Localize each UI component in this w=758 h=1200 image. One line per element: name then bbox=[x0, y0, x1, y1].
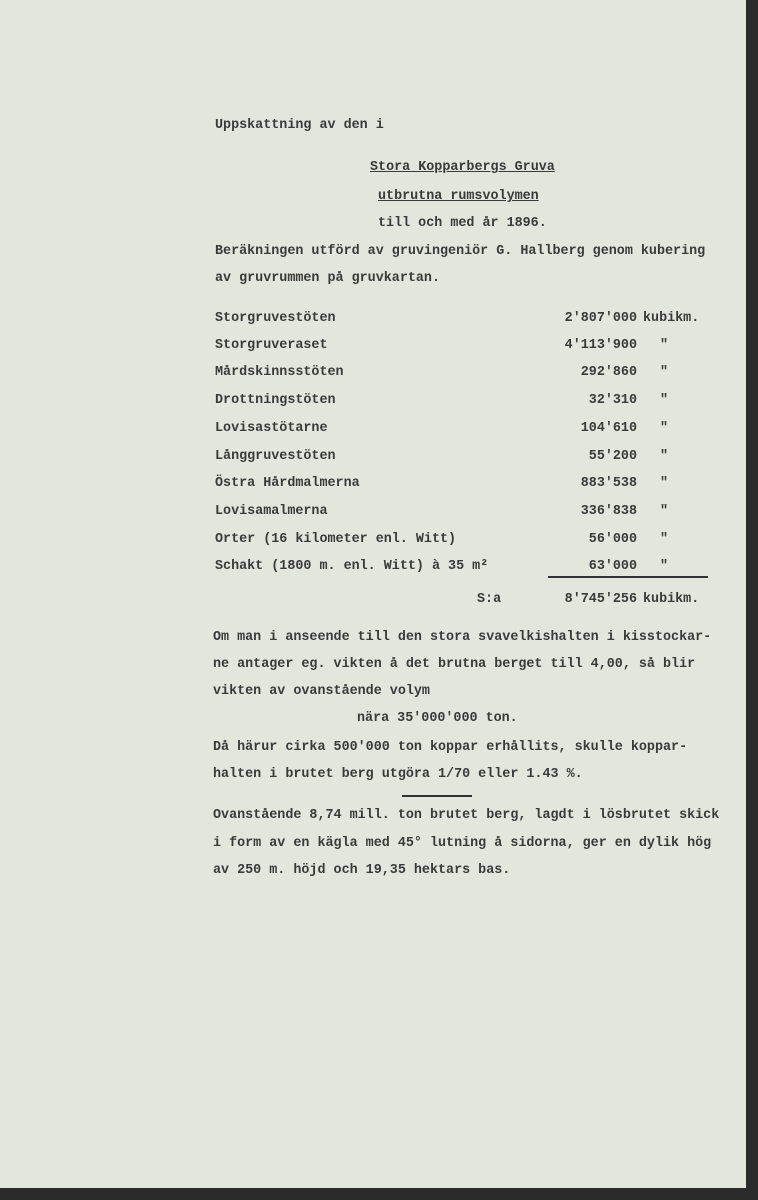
paragraph-line: halten i brutet berg utgöra 1/70 eller 1.43 %. bbox=[213, 767, 583, 782]
paragraph-line: ne antager eg. vikten å det brutna berget till 4,00, så blir bbox=[213, 657, 696, 672]
row-value: 55'200 bbox=[588, 449, 637, 464]
intro-line: av gruvrummen på gruvkartan. bbox=[215, 271, 440, 286]
row-unit: " bbox=[660, 365, 669, 380]
total-unit: kubikm. bbox=[643, 592, 700, 607]
row-value: 883'538 bbox=[580, 476, 637, 491]
row-unit: " bbox=[660, 532, 669, 547]
intro-line: Beräkningen utförd av gruvingeniör G. Hallberg genom kubering bbox=[215, 244, 706, 259]
row-name: Orter (16 kilometer enl. Witt) bbox=[215, 532, 457, 547]
row-unit: " bbox=[660, 393, 669, 408]
paragraph-line: vikten av ovanstående volym bbox=[213, 684, 430, 699]
row-unit: " bbox=[660, 449, 669, 464]
title-line-2: utbrutna rumsvolymen bbox=[378, 189, 539, 204]
paragraph-line: av 250 m. höjd och 19,35 hektars bas. bbox=[213, 863, 511, 878]
row-unit: " bbox=[660, 504, 669, 519]
paragraph-line: Ovanstående 8,74 mill. ton brutet berg, lagdt i lösbrutet skick bbox=[213, 808, 720, 823]
row-unit: " bbox=[660, 559, 669, 574]
row-value: 292'860 bbox=[580, 365, 637, 380]
separator-rule bbox=[402, 795, 472, 797]
row-value: 32'310 bbox=[588, 393, 637, 408]
paragraph-center: nära 35'000'000 ton. bbox=[357, 711, 518, 726]
row-unit: " bbox=[660, 338, 669, 353]
sum-rule bbox=[548, 576, 708, 578]
row-unit: kubikm. bbox=[643, 311, 700, 326]
row-name: Storgruveraset bbox=[215, 338, 328, 353]
row-name: Schakt (1800 m. enl. Witt) à 35 m² bbox=[215, 559, 489, 574]
row-value: 104'610 bbox=[580, 421, 637, 436]
paragraph-line: Då härur cirka 500'000 ton koppar erhållits, skulle koppar- bbox=[213, 740, 688, 755]
paragraph-line: Om man i anseende till den stora svavelkishalten i kisstockar- bbox=[213, 630, 712, 645]
row-name: Östra Hårdmalmerna bbox=[215, 476, 360, 491]
total-value: 8'745'256 bbox=[564, 592, 637, 607]
title-line-1: Stora Kopparbergs Gruva bbox=[370, 160, 555, 175]
row-name: Drottningstöten bbox=[215, 393, 336, 408]
row-value: 4'113'900 bbox=[564, 338, 637, 353]
row-name: Lovisastötarne bbox=[215, 421, 328, 436]
heading: Uppskattning av den i bbox=[215, 118, 384, 133]
row-name: Mårdskinnsstöten bbox=[215, 365, 344, 380]
row-name: Storgruvestöten bbox=[215, 311, 336, 326]
row-unit: " bbox=[660, 476, 669, 491]
row-value: 63'000 bbox=[588, 559, 637, 574]
row-name: Långgruvestöten bbox=[215, 449, 336, 464]
row-value: 56'000 bbox=[588, 532, 637, 547]
row-value: 2'807'000 bbox=[564, 311, 637, 326]
paragraph-line: i form av en kägla med 45° lutning å sidorna, ger en dylik hög bbox=[213, 836, 712, 851]
row-name: Lovisamalmerna bbox=[215, 504, 328, 519]
row-value: 336'838 bbox=[580, 504, 637, 519]
title-line-3: till och med år 1896. bbox=[378, 216, 547, 231]
total-label: S:a bbox=[477, 592, 502, 607]
row-unit: " bbox=[660, 421, 669, 436]
